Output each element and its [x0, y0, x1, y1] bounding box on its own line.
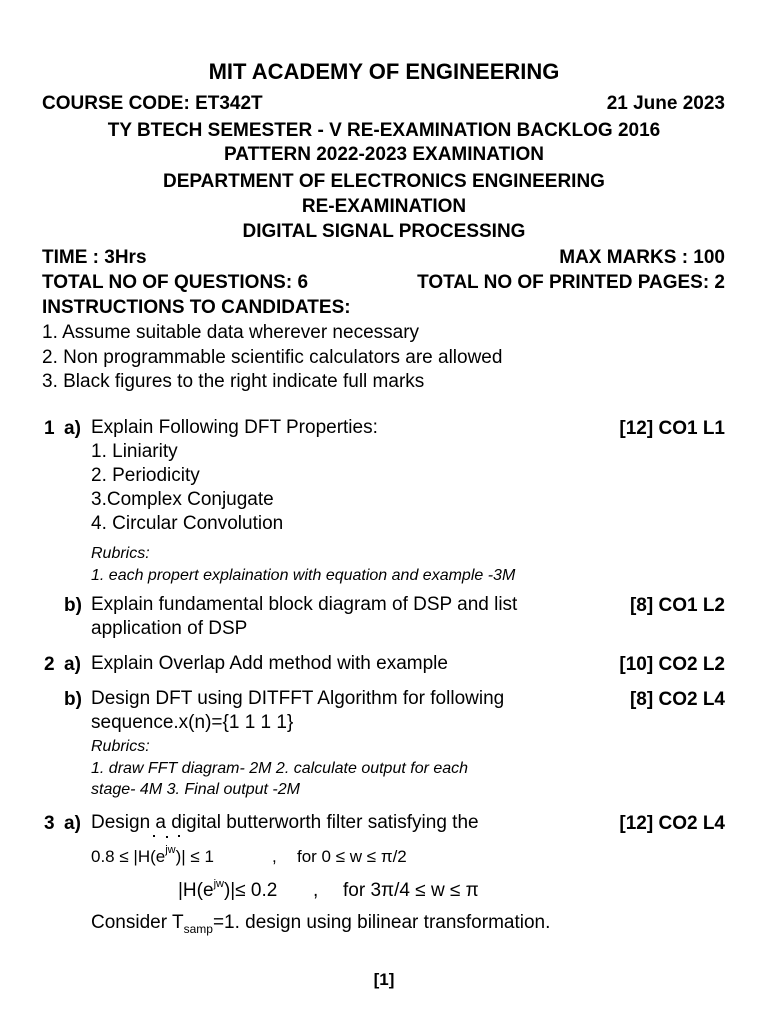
property-item: 1. Liniarity: [91, 441, 178, 462]
pattern-line: PATTERN 2022-2023 EXAMINATION: [224, 144, 544, 165]
question-part-label: a): [64, 654, 81, 675]
rubrics-line: stage- 4M 3. Final output -2M: [91, 781, 300, 798]
ink-dot: [178, 835, 180, 837]
question-text: Design a digital butterworth filter satisfying the: [91, 812, 479, 833]
instruction-item: 3. Black figures to the right indicate full marks: [42, 371, 425, 392]
ink-dot: [166, 836, 168, 838]
question-part-label: b): [64, 689, 82, 710]
exam-line: TY BTECH SEMESTER - V RE-EXAMINATION BACKLOG 2016: [107, 120, 661, 141]
time: TIME : 3Hrs: [42, 247, 147, 268]
rubrics-line: 1. draw FFT diagram- 2M 2. calculate output for each: [91, 760, 469, 777]
department: DEPARTMENT OF ELECTRONICS ENGINEERING: [163, 171, 605, 192]
consider-line: Consider $T_{samp}=1$. design using bilinear transformation.: [91, 912, 551, 936]
rubrics-title: Rubrics:: [91, 545, 150, 562]
question-text: sequence.x(n)={1 1 1 1}: [91, 712, 294, 733]
question-text: Design DFT using DITFFT Algorithm for following: [91, 688, 505, 709]
question-marks: [10] CO2 L2: [619, 654, 725, 675]
question-marks: [12] CO2 L4: [619, 813, 725, 834]
question-marks: [8] CO2 L4: [629, 689, 725, 710]
question-text: Explain Following DFT Properties:: [91, 417, 378, 438]
rubrics-line: 1. each propert explaination with equation and example -3M: [91, 567, 516, 584]
exam-type: RE-EXAMINATION: [301, 196, 467, 217]
stopband-range: for 3π/4 ≤ w ≤ π: [343, 880, 479, 901]
subject: DIGITAL SIGNAL PROCESSING: [242, 221, 526, 242]
exam-date: 21 June 2023: [606, 93, 725, 114]
max-marks: MAX MARKS : 100: [559, 247, 725, 268]
stopband-condition: $|H(e^{jw})|\le 0.2$: [178, 878, 278, 901]
question-text: Explain fundamental block diagram of DSP and list: [91, 594, 518, 615]
question-marks: [12] CO1 L1: [619, 418, 725, 439]
property-item: 2. Periodicity: [91, 465, 200, 486]
institute-title: MIT ACADEMY OF ENGINEERING: [208, 59, 560, 84]
course-code: COURSE CODE: ET342T: [42, 93, 263, 114]
question-text: application of DSP: [91, 618, 248, 639]
instruction-item: 2. Non programmable scientific calculators are allowed: [42, 347, 503, 368]
total-pages: TOTAL NO OF PRINTED PAGES: 2: [417, 272, 725, 293]
instructions-heading: INSTRUCTIONS TO CANDIDATES:: [42, 297, 351, 318]
question-number: 1: [44, 418, 55, 439]
instruction-item: 1. Assume suitable data wherever necessary: [42, 322, 420, 343]
passband-range: for 0 ≤ w ≤ π/2: [297, 847, 407, 866]
condition-separator: ,: [313, 880, 319, 901]
property-item: 4. Circular Convolution: [91, 513, 284, 534]
page-marker: [1]: [373, 970, 395, 989]
question-part-label: a): [64, 813, 81, 834]
question-number: 3: [44, 813, 55, 834]
passband-condition: $0.8 \le |H(e^{jw})| \le 1$: [91, 844, 214, 866]
condition-separator: ,: [272, 847, 277, 866]
total-questions: TOTAL NO OF QUESTIONS: 6: [42, 272, 309, 293]
question-part-label: b): [64, 595, 82, 616]
question-number: 2: [44, 654, 55, 675]
question-marks: [8] CO1 L2: [629, 595, 725, 616]
ink-dot: [153, 835, 155, 837]
question-text: Explain Overlap Add method with example: [91, 653, 448, 674]
property-item: 3.Complex Conjugate: [91, 489, 274, 510]
question-part-label: a): [64, 418, 81, 439]
rubrics-title: Rubrics:: [91, 738, 150, 755]
